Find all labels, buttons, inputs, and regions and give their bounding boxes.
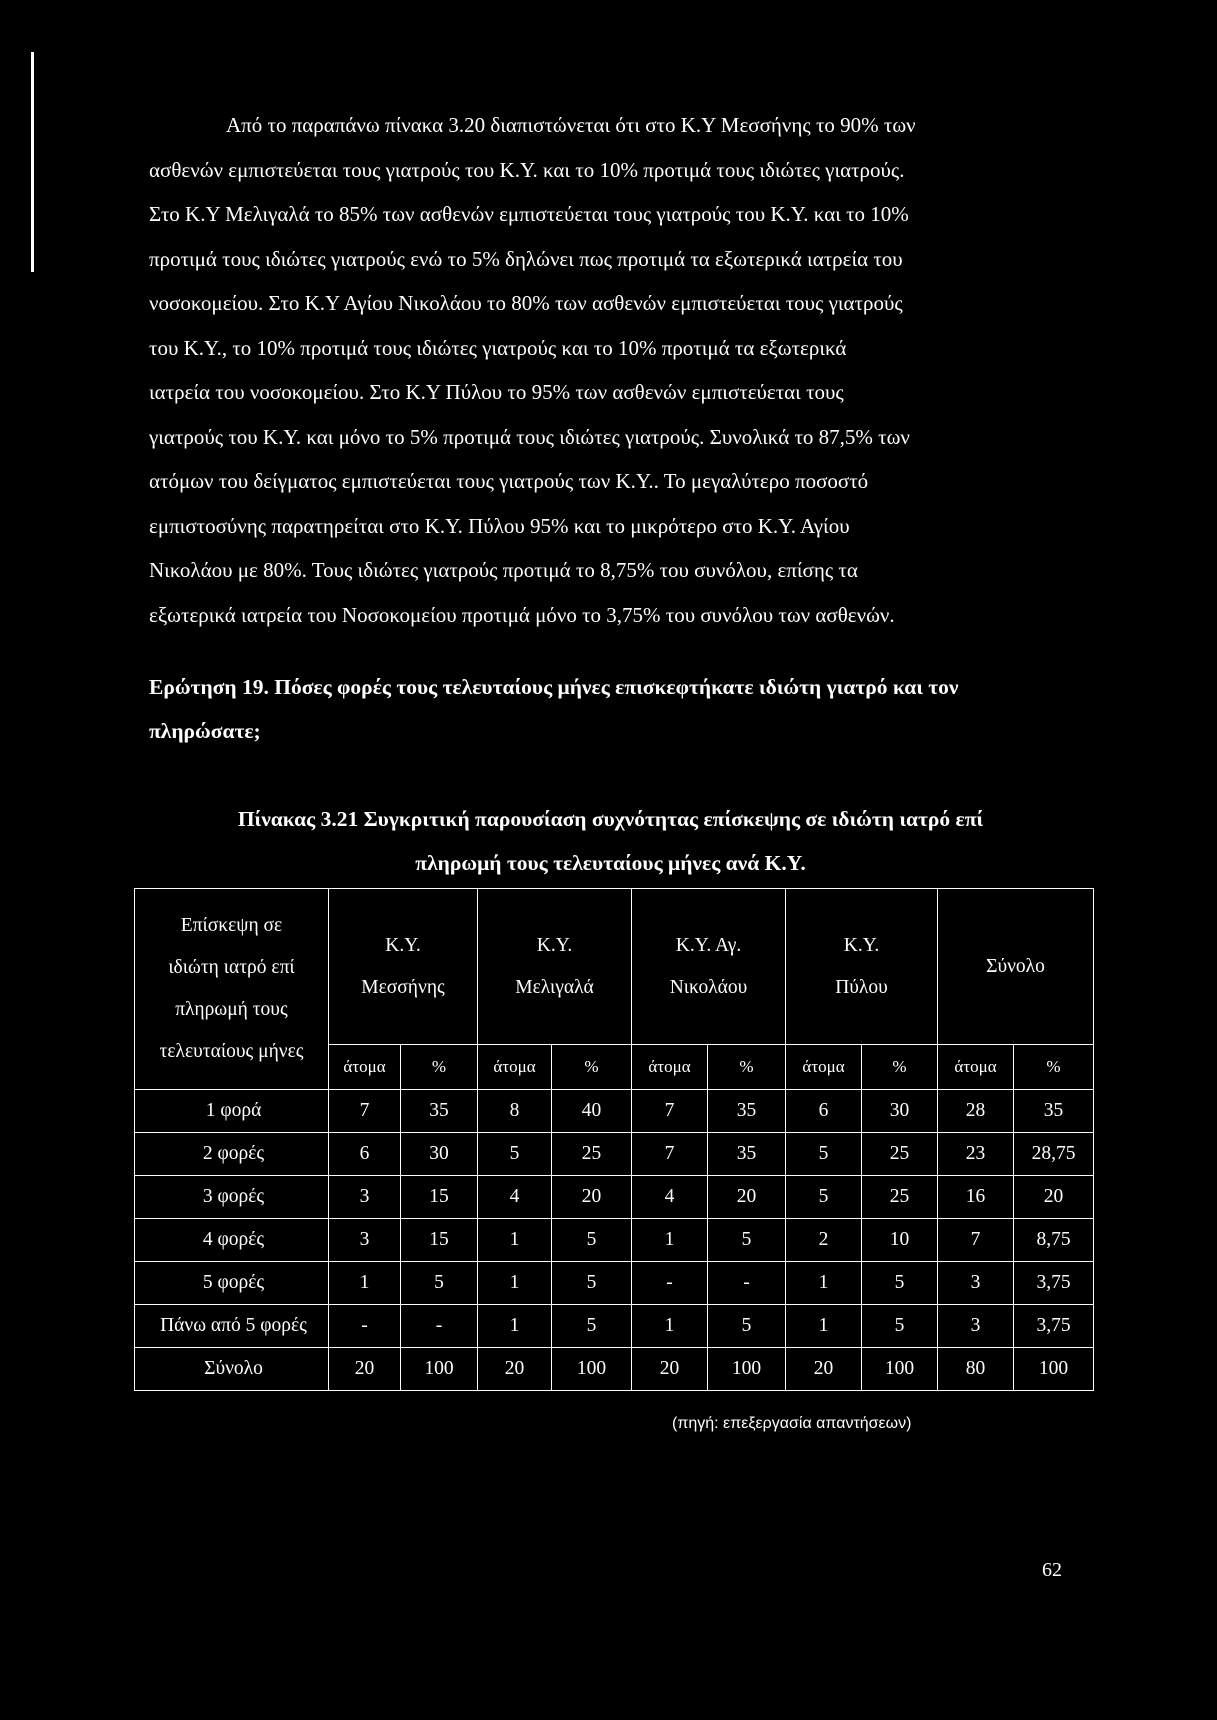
table-cell: 28,75 bbox=[1014, 1133, 1094, 1176]
table-cell: 8,75 bbox=[1014, 1219, 1094, 1262]
table-cell: 3 bbox=[938, 1305, 1014, 1348]
question bbox=[149, 665, 1072, 753]
group-header-meligala bbox=[478, 889, 632, 1045]
table-cell: 7 bbox=[632, 1090, 708, 1133]
table-cell: 1 bbox=[786, 1305, 862, 1348]
table-cell: 100 bbox=[552, 1348, 632, 1391]
group-line-2: Νικολάου bbox=[669, 976, 748, 998]
group-header-nikolaou bbox=[632, 889, 786, 1045]
unit-pct: % bbox=[862, 1045, 938, 1090]
total-row bbox=[135, 1348, 1094, 1391]
table-row bbox=[135, 1176, 1094, 1219]
paragraph-line: του Κ.Υ., το 10% προτιμά τους ιδιώτες γιατρούς και το 10% προτιμά τα εξωτερικά bbox=[149, 335, 847, 360]
table-cell: 5 bbox=[786, 1176, 862, 1219]
table-cell: 100 bbox=[401, 1348, 478, 1391]
table-cell: 1 bbox=[632, 1219, 708, 1262]
question-text: Πόσες φορές τους τελευταίους μήνες επισκεφτήκατε ιδιώτη γιατρό και τον πληρώσατε; bbox=[149, 675, 959, 743]
row-label: 2 φορές bbox=[135, 1133, 329, 1176]
table-cell: 35 bbox=[1014, 1090, 1094, 1133]
unit-people: άτομα bbox=[938, 1045, 1014, 1090]
table-cell: 5 bbox=[708, 1219, 786, 1262]
table-cell: 80 bbox=[938, 1348, 1014, 1391]
table-row bbox=[135, 1133, 1094, 1176]
table-cell: 35 bbox=[708, 1090, 786, 1133]
paragraph-line: Από το παραπάνω πίνακα 3.20 διαπιστώνεται ότι στο Κ.Υ Μεσσήνης το 90% των bbox=[226, 113, 916, 137]
table-cell: 20 bbox=[786, 1348, 862, 1391]
paragraph-line: νοσοκομείου. Στο Κ.Υ Αγίου Νικολάου το 80% των ασθενών εμπιστεύεται τους γιατρούς bbox=[149, 291, 903, 315]
paragraph-line: ατόμων του δείγματος εμπιστεύεται τους γιατρούς των Κ.Υ.. Το μεγαλύτερο ποσοστό bbox=[149, 469, 869, 493]
row-label: Πάνω από 5 φορές bbox=[135, 1305, 329, 1348]
table-cell: 15 bbox=[401, 1219, 478, 1262]
group-line-1: Σύνολο bbox=[986, 955, 1045, 977]
group-header-total bbox=[938, 889, 1094, 1045]
group-line-1: Κ.Υ. bbox=[843, 934, 880, 956]
table-cell: 20 bbox=[552, 1176, 632, 1219]
table-cell: 6 bbox=[786, 1090, 862, 1133]
table-cell: 5 bbox=[552, 1262, 632, 1305]
table-cell: 20 bbox=[478, 1348, 552, 1391]
table-cell: 3,75 bbox=[1014, 1305, 1094, 1348]
table-cell: 25 bbox=[552, 1133, 632, 1176]
table-cell: 1 bbox=[478, 1305, 552, 1348]
table-row bbox=[135, 1262, 1094, 1305]
table-cell: 20 bbox=[708, 1176, 786, 1219]
paragraph-line: προτιμά τους ιδιώτες γιατρούς ενώ το 5% δηλώνει πως προτιμά τα εξωτερικά ιατρεία του bbox=[149, 246, 903, 271]
table-cell: 40 bbox=[552, 1090, 632, 1133]
table-cell: 23 bbox=[938, 1133, 1014, 1176]
table-cell: 10 bbox=[862, 1219, 938, 1262]
table-cell: 7 bbox=[329, 1090, 401, 1133]
table-cell: 20 bbox=[632, 1348, 708, 1391]
table-cell: 3,75 bbox=[1014, 1262, 1094, 1305]
table-cell: 3 bbox=[329, 1219, 401, 1262]
table-cell: 5 bbox=[552, 1219, 632, 1262]
table-cell: 20 bbox=[329, 1348, 401, 1391]
table-cell: 7 bbox=[632, 1133, 708, 1176]
caption-line-2: πληρωμή τους τελευταίους μήνες ανά Κ.Υ. bbox=[415, 851, 806, 875]
table-row bbox=[135, 1219, 1094, 1262]
row-header-line: πληρωμή τους bbox=[175, 999, 288, 1020]
table-cell: 16 bbox=[938, 1176, 1014, 1219]
row-label: 1 φορά bbox=[135, 1090, 329, 1133]
table-cell: - bbox=[329, 1305, 401, 1348]
table-cell: 5 bbox=[552, 1305, 632, 1348]
table-cell: 25 bbox=[862, 1133, 938, 1176]
question-label: Ερώτηση 19. bbox=[149, 675, 269, 699]
table-cell: 5 bbox=[401, 1262, 478, 1305]
table-cell: 3 bbox=[938, 1262, 1014, 1305]
table-cell: 5 bbox=[786, 1133, 862, 1176]
table-cell: 1 bbox=[478, 1219, 552, 1262]
table-cell: 100 bbox=[708, 1348, 786, 1391]
group-line-1: Κ.Υ. bbox=[385, 934, 421, 956]
row-label: 3 φορές bbox=[135, 1176, 329, 1219]
group-line-2: Μελιγαλά bbox=[515, 976, 594, 998]
table-cell: 7 bbox=[938, 1219, 1014, 1262]
table-caption bbox=[149, 797, 1072, 885]
table-cell: 2 bbox=[786, 1219, 862, 1262]
table-cell: 5 bbox=[708, 1305, 786, 1348]
unit-people: άτομα bbox=[478, 1045, 552, 1090]
caption-line-1: Πίνακας 3.21 Συγκριτική παρουσίαση συχνότητας επίσκεψης σε ιδιώτη ιατρό επί bbox=[237, 807, 984, 831]
paragraph-line: ιατρεία του νοσοκομείου. Στο Κ.Υ Πύλου το 95% των ασθενών εμπιστεύεται τους bbox=[149, 380, 844, 404]
table-cell: 5 bbox=[862, 1262, 938, 1305]
unit-pct: % bbox=[1014, 1045, 1094, 1090]
paragraph-line: Νικολάου με 80%. Τους ιδιώτες γιατρούς προτιμά το 8,75% του συνόλου, επίσης τα bbox=[149, 558, 858, 582]
table-cell: 30 bbox=[862, 1090, 938, 1133]
row-header-line: τελευταίους μήνες bbox=[159, 1041, 304, 1062]
table-cell: 25 bbox=[862, 1176, 938, 1219]
table-cell: 15 bbox=[401, 1176, 478, 1219]
row-header-line: Επίσκεψη σε bbox=[180, 915, 283, 936]
table-cell: 1 bbox=[786, 1262, 862, 1305]
group-line-2: Μεσσήνης bbox=[361, 976, 445, 998]
table-cell: 30 bbox=[401, 1133, 478, 1176]
unit-people: άτομα bbox=[329, 1045, 401, 1090]
row-label: 4 φορές bbox=[135, 1219, 329, 1262]
group-line-1: Κ.Υ. Αγ. bbox=[675, 934, 742, 956]
table-row bbox=[135, 1305, 1094, 1348]
unit-people: άτομα bbox=[786, 1045, 862, 1090]
table-cell: - bbox=[708, 1262, 786, 1305]
group-header-pylou bbox=[786, 889, 938, 1045]
table-cell: 6 bbox=[329, 1133, 401, 1176]
unit-pct: % bbox=[401, 1045, 478, 1090]
row-header-cell bbox=[135, 889, 329, 1090]
row-label: 5 φορές bbox=[135, 1262, 329, 1305]
unit-pct: % bbox=[552, 1045, 632, 1090]
table-cell: 4 bbox=[632, 1176, 708, 1219]
source-note: (πηγή: επεξεργασία απαντήσεων) bbox=[672, 1415, 912, 1432]
table-cell: 1 bbox=[478, 1262, 552, 1305]
paragraph-line: γιατρούς του Κ.Υ. και μόνο το 5% προτιμά τους ιδιώτες γιατρούς. Συνολικά το 87,5% των bbox=[149, 424, 910, 449]
table-cell: 5 bbox=[862, 1305, 938, 1348]
paragraph-line: εξωτερικά ιατρεία του Νοσοκομείου προτιμά μόνο το 3,75% του συνόλου των ασθενών. bbox=[149, 602, 895, 627]
unit-people: άτομα bbox=[632, 1045, 708, 1090]
page-number: 62 bbox=[1042, 1559, 1062, 1581]
table-cell: 100 bbox=[862, 1348, 938, 1391]
row-header-line: ιδιώτη ιατρό επί bbox=[168, 957, 295, 978]
table-cell: 8 bbox=[478, 1090, 552, 1133]
table-cell: - bbox=[401, 1305, 478, 1348]
table-cell: 35 bbox=[708, 1133, 786, 1176]
table-cell: 20 bbox=[1014, 1176, 1094, 1219]
group-header-messini bbox=[329, 889, 478, 1045]
group-line-2: Πύλου bbox=[835, 976, 888, 998]
table-cell: - bbox=[632, 1262, 708, 1305]
table-cell: 1 bbox=[632, 1305, 708, 1348]
table-cell: 35 bbox=[401, 1090, 478, 1133]
table-row bbox=[135, 1090, 1094, 1133]
group-line-1: Κ.Υ. bbox=[536, 934, 573, 956]
body-paragraph bbox=[149, 103, 1072, 637]
table-cell: 4 bbox=[478, 1176, 552, 1219]
table-cell: 1 bbox=[329, 1262, 401, 1305]
table-cell: 28 bbox=[938, 1090, 1014, 1133]
table-cell: 5 bbox=[478, 1133, 552, 1176]
table-cell: 3 bbox=[329, 1176, 401, 1219]
unit-pct: % bbox=[708, 1045, 786, 1090]
margin-rule bbox=[31, 52, 34, 272]
table-cell: 100 bbox=[1014, 1348, 1094, 1391]
paragraph-line: ασθενών εμπιστεύεται τους γιατρούς του Κ.Υ. και το 10% προτιμά τους ιδιώτες γιατρούς. bbox=[149, 157, 905, 182]
paragraph-line: Στο Κ.Υ Μελιγαλά το 85% των ασθενών εμπιστεύεται τους γιατρούς του Κ.Υ. και το 10% bbox=[149, 202, 909, 226]
paragraph-line: εμπιστοσύνης παρατηρείται στο Κ.Υ. Πύλου 95% και το μικρότερο στο Κ.Υ. Αγίου bbox=[149, 513, 850, 538]
row-label: Σύνολο bbox=[135, 1348, 329, 1391]
data-table bbox=[134, 888, 1094, 1391]
